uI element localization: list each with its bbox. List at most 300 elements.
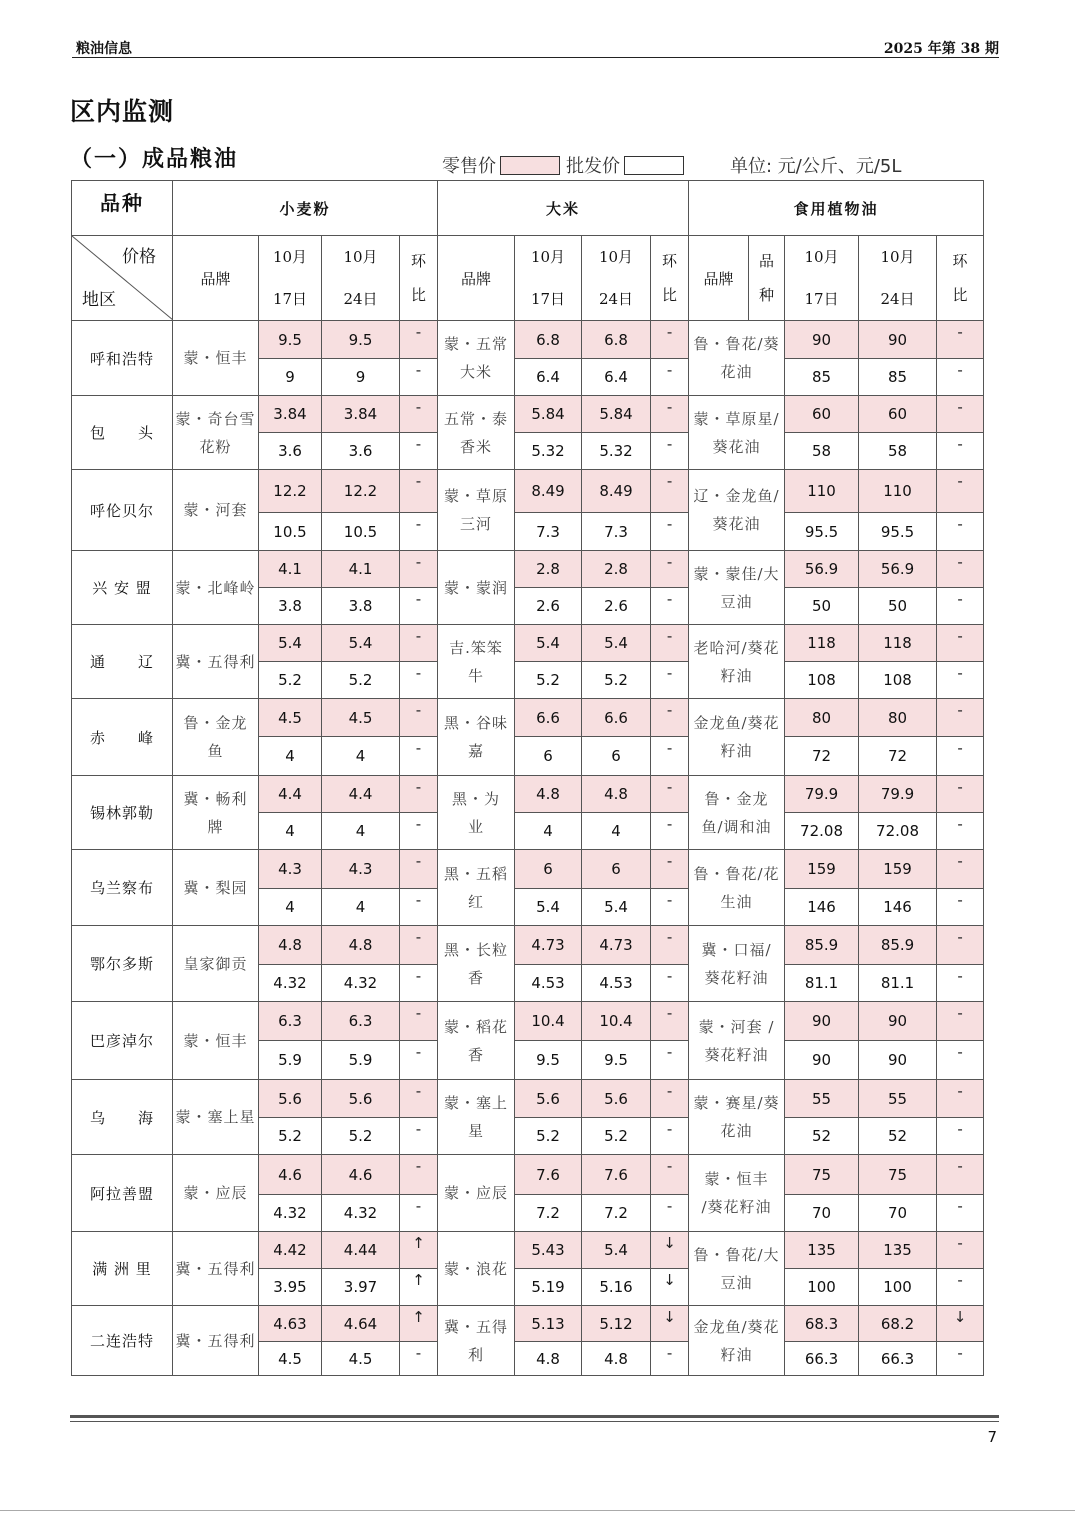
brand-oil: 蒙・草原星/ 葵花油: [689, 396, 785, 470]
price-flour-oct24-wholesale: 3.6: [322, 433, 400, 470]
price-oil-oct24-wholesale: 100: [859, 1269, 937, 1306]
change-oil-retail: ↓: [937, 1306, 984, 1342]
change-oil-retail: -: [937, 1002, 984, 1041]
price-oil-oct24-retail: 118: [859, 625, 937, 662]
col-date2-flour: 10月 24日: [322, 236, 400, 321]
change-flour-retail: -: [400, 1155, 438, 1195]
price-flour-oct17-retail: 4.1: [259, 551, 322, 588]
price-flour-oct24-wholesale: 4: [322, 889, 400, 926]
price-flour-oct17-retail: 5.6: [259, 1080, 322, 1118]
col-change-flour: 环 比: [400, 236, 438, 321]
region-name: 二连浩特: [72, 1306, 173, 1376]
change-rice-retail: -: [651, 551, 689, 588]
brand-oil: 蒙・恒丰 /葵花籽油: [689, 1155, 785, 1232]
change-flour-wholesale: -: [400, 513, 438, 551]
price-oil-oct24-wholesale: 50: [859, 588, 937, 625]
price-flour-oct24-wholesale: 4: [322, 813, 400, 850]
price-oil-oct17-wholesale: 72: [785, 737, 859, 776]
change-flour-wholesale: -: [400, 1195, 438, 1232]
change-rice-wholesale: -: [651, 513, 689, 551]
price-oil-oct24-retail: 159: [859, 850, 937, 889]
price-flour-oct24-wholesale: 3.8: [322, 588, 400, 625]
price-oil-oct24-wholesale: 146: [859, 889, 937, 926]
region-name: 锡林郭勒: [72, 776, 173, 850]
price-flour-oct24-wholesale: 4.32: [322, 965, 400, 1002]
price-rice-oct24-retail: 6.6: [582, 699, 651, 737]
change-flour-retail: -: [400, 850, 438, 889]
table-row-retail: [72, 321, 984, 359]
change-oil-wholesale: -: [937, 588, 984, 625]
price-rice-oct24-retail: 10.4: [582, 1002, 651, 1041]
price-rice-oct17-wholesale: 4.53: [515, 965, 582, 1002]
brand-flour: 冀・五得利: [173, 625, 259, 699]
change-rice-wholesale: -: [651, 359, 689, 396]
price-flour-oct24-retail: 4.5: [322, 699, 400, 737]
price-oil-oct17-retail: 110: [785, 470, 859, 513]
price-rice-oct24-wholesale: 4.8: [582, 1342, 651, 1376]
price-rice-oct24-wholesale: 7.3: [582, 513, 651, 551]
change-rice-wholesale: -: [651, 588, 689, 625]
region-name: 乌兰察布: [72, 850, 173, 926]
price-flour-oct17-wholesale: 3.6: [259, 433, 322, 470]
change-rice-retail: -: [651, 699, 689, 737]
group-header-rice: 大米: [438, 181, 689, 236]
brand-rice: 蒙・浪花: [438, 1232, 515, 1306]
change-oil-wholesale: -: [937, 1195, 984, 1232]
change-oil-retail: -: [937, 625, 984, 662]
brand-oil: 老哈河/葵花 籽油: [689, 625, 785, 699]
col-change-oil: 环 比: [937, 236, 984, 321]
change-flour-retail: -: [400, 776, 438, 813]
area-label: 地区: [82, 290, 116, 310]
price-rice-oct24-wholesale: 4.53: [582, 965, 651, 1002]
change-oil-wholesale: -: [937, 433, 984, 470]
col-brand-oil: 品牌: [689, 236, 749, 321]
price-flour-oct24-retail: 4.4: [322, 776, 400, 813]
price-flour-oct17-retail: 12.2: [259, 470, 322, 513]
change-flour-retail: ↑: [400, 1306, 438, 1342]
change-oil-retail: -: [937, 321, 984, 359]
price-oil-oct24-wholesale: 52: [859, 1118, 937, 1155]
change-rice-wholesale: -: [651, 1195, 689, 1232]
region-name: 兴 安 盟: [72, 551, 173, 625]
change-oil-wholesale: -: [937, 965, 984, 1002]
price-oil-oct17-wholesale: 66.3: [785, 1342, 859, 1376]
unit-label: 单位: 元/公斤、元/5L: [730, 156, 902, 177]
price-flour-oct17-wholesale: 5.2: [259, 1118, 322, 1155]
region-name: 包 头: [72, 396, 173, 470]
price-rice-oct24-retail: 8.49: [582, 470, 651, 513]
change-oil-retail: -: [937, 396, 984, 433]
change-rice-retail: -: [651, 1080, 689, 1118]
price-flour-oct24-retail: 5.4: [322, 625, 400, 662]
table-row-retail: [72, 776, 984, 813]
price-flour-oct17-wholesale: 3.8: [259, 588, 322, 625]
change-rice-wholesale: -: [651, 1041, 689, 1080]
brand-rice: 黑・为 业: [438, 776, 515, 850]
header-row-columns: [72, 236, 984, 321]
footer-rule-thick: [70, 1415, 999, 1418]
price-flour-oct17-retail: 6.3: [259, 1002, 322, 1041]
region-name: 巴彦淖尔: [72, 1002, 173, 1080]
price-oil-oct24-wholesale: 72.08: [859, 813, 937, 850]
price-oil-oct24-retail: 75: [859, 1155, 937, 1195]
col-kind-oil: 品 种: [749, 236, 785, 321]
price-flour-oct17-retail: 4.4: [259, 776, 322, 813]
brand-rice: 黑・五稻 红: [438, 850, 515, 926]
table-row-retail: [72, 396, 984, 433]
price-oil-oct17-retail: 85.9: [785, 926, 859, 965]
price-oil-oct24-wholesale: 58: [859, 433, 937, 470]
price-flour-oct17-retail: 4.3: [259, 850, 322, 889]
change-rice-retail: ↓: [651, 1306, 689, 1342]
change-oil-retail: -: [937, 776, 984, 813]
price-rice-oct24-retail: 4.8: [582, 776, 651, 813]
price-rice-oct17-wholesale: 7.3: [515, 513, 582, 551]
legend: [442, 152, 901, 178]
price-rice-oct17-wholesale: 2.6: [515, 588, 582, 625]
change-rice-wholesale: -: [651, 813, 689, 850]
change-rice-wholesale: -: [651, 1118, 689, 1155]
brand-oil: 鲁・金龙 鱼/调和油: [689, 776, 785, 850]
change-oil-retail: -: [937, 926, 984, 965]
price-oil-oct17-retail: 60: [785, 396, 859, 433]
price-rice-oct17-retail: 6: [515, 850, 582, 889]
price-oil-oct17-retail: 55: [785, 1080, 859, 1118]
change-rice-wholesale: -: [651, 889, 689, 926]
change-flour-retail: -: [400, 926, 438, 965]
col-date1-rice: 10月 17日: [515, 236, 582, 321]
col-date2-rice: 10月 24日: [582, 236, 651, 321]
change-flour-wholesale: -: [400, 889, 438, 926]
price-oil-oct17-wholesale: 146: [785, 889, 859, 926]
subsection-title: （一）成品粮油: [70, 147, 239, 172]
table-row-retail: [72, 1080, 984, 1118]
price-flour-oct24-retail: 4.1: [322, 551, 400, 588]
brand-oil: 金龙鱼/葵花 籽油: [689, 1306, 785, 1376]
brand-rice: 蒙・草原 三河: [438, 470, 515, 551]
price-flour-oct24-wholesale: 10.5: [322, 513, 400, 551]
price-flour-oct24-retail: 4.44: [322, 1232, 400, 1269]
price-rice-oct17-wholesale: 4: [515, 813, 582, 850]
brand-oil: 鲁・鲁花/葵 花油: [689, 321, 785, 396]
change-flour-retail: -: [400, 1002, 438, 1041]
price-flour-oct17-wholesale: 3.95: [259, 1269, 322, 1306]
price-rice-oct17-retail: 4.73: [515, 926, 582, 965]
price-rice-oct17-retail: 5.6: [515, 1080, 582, 1118]
price-rice-oct24-wholesale: 7.2: [582, 1195, 651, 1232]
price-oil-oct17-wholesale: 100: [785, 1269, 859, 1306]
change-flour-wholesale: -: [400, 662, 438, 699]
price-oil-oct17-wholesale: 95.5: [785, 513, 859, 551]
change-flour-wholesale: -: [400, 588, 438, 625]
price-flour-oct24-wholesale: 5.9: [322, 1041, 400, 1080]
change-flour-wholesale: -: [400, 965, 438, 1002]
price-flour-oct17-retail: 4.5: [259, 699, 322, 737]
legend-retail-swatch: [500, 156, 560, 175]
brand-flour: 蒙・河套: [173, 470, 259, 551]
table-row-retail: [72, 1306, 984, 1342]
change-flour-retail: -: [400, 625, 438, 662]
price-oil-oct24-wholesale: 90: [859, 1041, 937, 1080]
change-oil-retail: -: [937, 699, 984, 737]
price-rice-oct24-wholesale: 9.5: [582, 1041, 651, 1080]
change-flour-wholesale: -: [400, 813, 438, 850]
page-number: 7: [987, 1428, 997, 1446]
table-row-retail: [72, 1232, 984, 1269]
brand-flour: 蒙・奇台雪 花粉: [173, 396, 259, 470]
change-flour-retail: -: [400, 321, 438, 359]
page-header: [72, 38, 999, 57]
price-rice-oct24-retail: 2.8: [582, 551, 651, 588]
price-rice-oct17-retail: 6.8: [515, 321, 582, 359]
price-rice-oct24-retail: 5.4: [582, 625, 651, 662]
price-flour-oct17-retail: 4.8: [259, 926, 322, 965]
price-oil-oct17-wholesale: 50: [785, 588, 859, 625]
change-oil-wholesale: -: [937, 889, 984, 926]
price-rice-oct17-wholesale: 5.4: [515, 889, 582, 926]
price-flour-oct24-wholesale: 3.97: [322, 1269, 400, 1306]
price-rice-oct17-retail: 10.4: [515, 1002, 582, 1041]
brand-oil: 蒙・河套 / 葵花籽油: [689, 1002, 785, 1080]
price-oil-oct17-wholesale: 52: [785, 1118, 859, 1155]
price-rice-oct24-wholesale: 4: [582, 813, 651, 850]
table-row-retail: [72, 926, 984, 965]
price-rice-oct17-retail: 8.49: [515, 470, 582, 513]
change-flour-wholesale: -: [400, 359, 438, 396]
change-rice-retail: -: [651, 470, 689, 513]
change-oil-wholesale: -: [937, 1118, 984, 1155]
change-rice-retail: -: [651, 1002, 689, 1041]
brand-flour: 冀・五得利: [173, 1306, 259, 1376]
brand-rice: 蒙・塞上 星: [438, 1080, 515, 1155]
change-oil-retail: -: [937, 1155, 984, 1195]
price-flour-oct17-wholesale: 4.32: [259, 965, 322, 1002]
price-oil-oct17-retail: 159: [785, 850, 859, 889]
price-oil-oct24-retail: 80: [859, 699, 937, 737]
change-oil-wholesale: -: [937, 513, 984, 551]
change-oil-wholesale: -: [937, 1041, 984, 1080]
price-flour-oct17-wholesale: 4: [259, 889, 322, 926]
change-flour-wholesale: -: [400, 1342, 438, 1376]
price-rice-oct17-retail: 6.6: [515, 699, 582, 737]
price-flour-oct24-retail: 4.64: [322, 1306, 400, 1342]
change-flour-wholesale: ↑: [400, 1269, 438, 1306]
price-rice-oct24-wholesale: 5.2: [582, 1118, 651, 1155]
price-flour-oct24-retail: 4.6: [322, 1155, 400, 1195]
change-oil-retail: -: [937, 470, 984, 513]
change-flour-retail: -: [400, 470, 438, 513]
price-flour-oct24-retail: 4.8: [322, 926, 400, 965]
col-brand-rice: 品牌: [438, 236, 515, 321]
change-rice-wholesale: -: [651, 1342, 689, 1376]
price-flour-oct17-retail: 5.4: [259, 625, 322, 662]
issue-number: 2025 年第 38 期: [883, 41, 999, 57]
price-oil-oct24-wholesale: 66.3: [859, 1342, 937, 1376]
change-rice-retail: -: [651, 776, 689, 813]
price-oil-oct17-retail: 79.9: [785, 776, 859, 813]
price-oil-oct24-wholesale: 81.1: [859, 965, 937, 1002]
brand-flour: 蒙・应辰: [173, 1155, 259, 1232]
table-row-retail: [72, 699, 984, 737]
price-rice-oct17-wholesale: 6.4: [515, 359, 582, 396]
price-oil-oct17-wholesale: 108: [785, 662, 859, 699]
region-name: 鄂尔多斯: [72, 926, 173, 1002]
price-rice-oct24-retail: 6.8: [582, 321, 651, 359]
change-oil-wholesale: -: [937, 737, 984, 776]
legend-wholesale-swatch: [624, 156, 684, 175]
price-oil-oct24-retail: 79.9: [859, 776, 937, 813]
price-flour-oct17-wholesale: 4: [259, 813, 322, 850]
brand-oil: 辽・金龙鱼/ 葵花油: [689, 470, 785, 551]
price-oil-oct24-wholesale: 95.5: [859, 513, 937, 551]
price-table: [71, 180, 984, 1376]
price-flour-oct17-wholesale: 5.2: [259, 662, 322, 699]
price-rice-oct24-retail: 5.6: [582, 1080, 651, 1118]
change-rice-retail: ↓: [651, 1232, 689, 1269]
price-rice-oct24-retail: 5.4: [582, 1232, 651, 1269]
price-rice-oct17-wholesale: 5.19: [515, 1269, 582, 1306]
brand-flour: 蒙・北峰岭: [173, 551, 259, 625]
brand-rice: 蒙・应辰: [438, 1155, 515, 1232]
price-flour-oct17-wholesale: 4.5: [259, 1342, 322, 1376]
price-oil-oct24-wholesale: 85: [859, 359, 937, 396]
change-oil-retail: -: [937, 551, 984, 588]
brand-rice: 黑・长粒 香: [438, 926, 515, 1002]
price-oil-oct17-wholesale: 72.08: [785, 813, 859, 850]
header-row-groups: [72, 181, 984, 236]
change-oil-wholesale: -: [937, 813, 984, 850]
price-rice-oct17-retail: 2.8: [515, 551, 582, 588]
price-rice-oct17-wholesale: 7.2: [515, 1195, 582, 1232]
change-rice-retail: -: [651, 1155, 689, 1195]
col-date2-oil: 10月 24日: [859, 236, 937, 321]
price-oil-oct24-retail: 85.9: [859, 926, 937, 965]
table-row-retail: [72, 1155, 984, 1195]
price-rice-oct17-retail: 7.6: [515, 1155, 582, 1195]
col-change-rice: 环 比: [651, 236, 689, 321]
change-rice-retail: -: [651, 926, 689, 965]
change-oil-wholesale: -: [937, 662, 984, 699]
price-flour-oct17-retail: 3.84: [259, 396, 322, 433]
price-oil-oct24-retail: 56.9: [859, 551, 937, 588]
col-date1-flour: 10月 17日: [259, 236, 322, 321]
price-rice-oct17-wholesale: 5.2: [515, 1118, 582, 1155]
table-row-retail: [72, 625, 984, 662]
price-flour-oct17-wholesale: 9: [259, 359, 322, 396]
legend-retail-label: 零售价: [442, 156, 496, 177]
price-rice-oct17-wholesale: 5.32: [515, 433, 582, 470]
brand-rice: 蒙・稻花 香: [438, 1002, 515, 1080]
price-flour-oct24-wholesale: 5.2: [322, 1118, 400, 1155]
price-flour-oct17-retail: 4.42: [259, 1232, 322, 1269]
brand-rice: 黑・谷味 嘉: [438, 699, 515, 776]
header-divider: [72, 57, 999, 58]
brand-rice: 蒙・蒙润: [438, 551, 515, 625]
price-rice-oct17-retail: 5.4: [515, 625, 582, 662]
brand-oil: 冀・口福/ 葵花籽油: [689, 926, 785, 1002]
price-flour-oct24-wholesale: 4.32: [322, 1195, 400, 1232]
price-flour-oct17-retail: 4.63: [259, 1306, 322, 1342]
brand-flour: 皇家御贡: [173, 926, 259, 1002]
change-flour-retail: ↑: [400, 1232, 438, 1269]
group-header-flour: 小麦粉: [173, 181, 438, 236]
price-rice-oct17-wholesale: 6: [515, 737, 582, 776]
price-flour-oct24-retail: 9.5: [322, 321, 400, 359]
col-brand-flour: 品牌: [173, 236, 259, 321]
region-name: 满 洲 里: [72, 1232, 173, 1306]
price-rice-oct24-wholesale: 5.32: [582, 433, 651, 470]
brand-rice: 吉.笨笨 牛: [438, 625, 515, 699]
brand-flour: 冀・畅利 牌: [173, 776, 259, 850]
price-rice-oct24-retail: 5.84: [582, 396, 651, 433]
change-rice-retail: -: [651, 396, 689, 433]
region-name: 呼伦贝尔: [72, 470, 173, 551]
brand-flour: 蒙・恒丰: [173, 1002, 259, 1080]
change-oil-retail: -: [937, 1080, 984, 1118]
change-flour-wholesale: -: [400, 737, 438, 776]
price-flour-oct24-wholesale: 4: [322, 737, 400, 776]
brand-oil: 蒙・赛星/葵 花油: [689, 1080, 785, 1155]
table-row-retail: [72, 1002, 984, 1041]
price-oil-oct17-wholesale: 90: [785, 1041, 859, 1080]
price-rice-oct24-retail: 4.73: [582, 926, 651, 965]
price-rice-oct24-wholesale: 5.16: [582, 1269, 651, 1306]
price-rice-oct17-wholesale: 4.8: [515, 1342, 582, 1376]
price-label: 价格: [122, 247, 156, 267]
legend-wholesale-label: 批发价: [566, 156, 620, 177]
price-oil-oct17-wholesale: 58: [785, 433, 859, 470]
change-oil-wholesale: -: [937, 359, 984, 396]
brand-flour: 蒙・恒丰: [173, 321, 259, 396]
price-oil-oct17-wholesale: 70: [785, 1195, 859, 1232]
change-flour-wholesale: -: [400, 433, 438, 470]
price-rice-oct24-wholesale: 6: [582, 737, 651, 776]
price-flour-oct24-retail: 4.3: [322, 850, 400, 889]
price-oil-oct24-wholesale: 70: [859, 1195, 937, 1232]
price-rice-oct24-wholesale: 2.6: [582, 588, 651, 625]
table-row-retail: [72, 551, 984, 588]
price-flour-oct17-wholesale: 10.5: [259, 513, 322, 551]
change-flour-retail: -: [400, 551, 438, 588]
brand-oil: 鲁・鲁花/大 豆油: [689, 1232, 785, 1306]
group-header-oil: 食用植物油: [689, 181, 984, 236]
price-oil-oct17-retail: 68.3: [785, 1306, 859, 1342]
price-rice-oct24-wholesale: 5.2: [582, 662, 651, 699]
change-flour-wholesale: -: [400, 1041, 438, 1080]
change-rice-retail: -: [651, 321, 689, 359]
price-oil-oct24-wholesale: 108: [859, 662, 937, 699]
col-date1-oil: 10月 17日: [785, 236, 859, 321]
price-oil-oct17-retail: 75: [785, 1155, 859, 1195]
price-oil-oct24-retail: 90: [859, 1002, 937, 1041]
change-rice-retail: -: [651, 850, 689, 889]
price-oil-oct17-retail: 135: [785, 1232, 859, 1269]
region-name: 阿拉善盟: [72, 1155, 173, 1232]
brand-flour: 冀・梨园: [173, 850, 259, 926]
price-flour-oct17-wholesale: 5.9: [259, 1041, 322, 1080]
price-oil-oct17-wholesale: 81.1: [785, 965, 859, 1002]
change-oil-wholesale: -: [937, 1342, 984, 1376]
change-flour-wholesale: -: [400, 1118, 438, 1155]
publication-name: 粮油信息: [76, 41, 132, 57]
price-rice-oct17-retail: 4.8: [515, 776, 582, 813]
change-rice-wholesale: -: [651, 433, 689, 470]
price-rice-oct17-retail: 5.84: [515, 396, 582, 433]
change-rice-wholesale: -: [651, 737, 689, 776]
change-rice-wholesale: ↓: [651, 1269, 689, 1306]
price-oil-oct24-retail: 60: [859, 396, 937, 433]
